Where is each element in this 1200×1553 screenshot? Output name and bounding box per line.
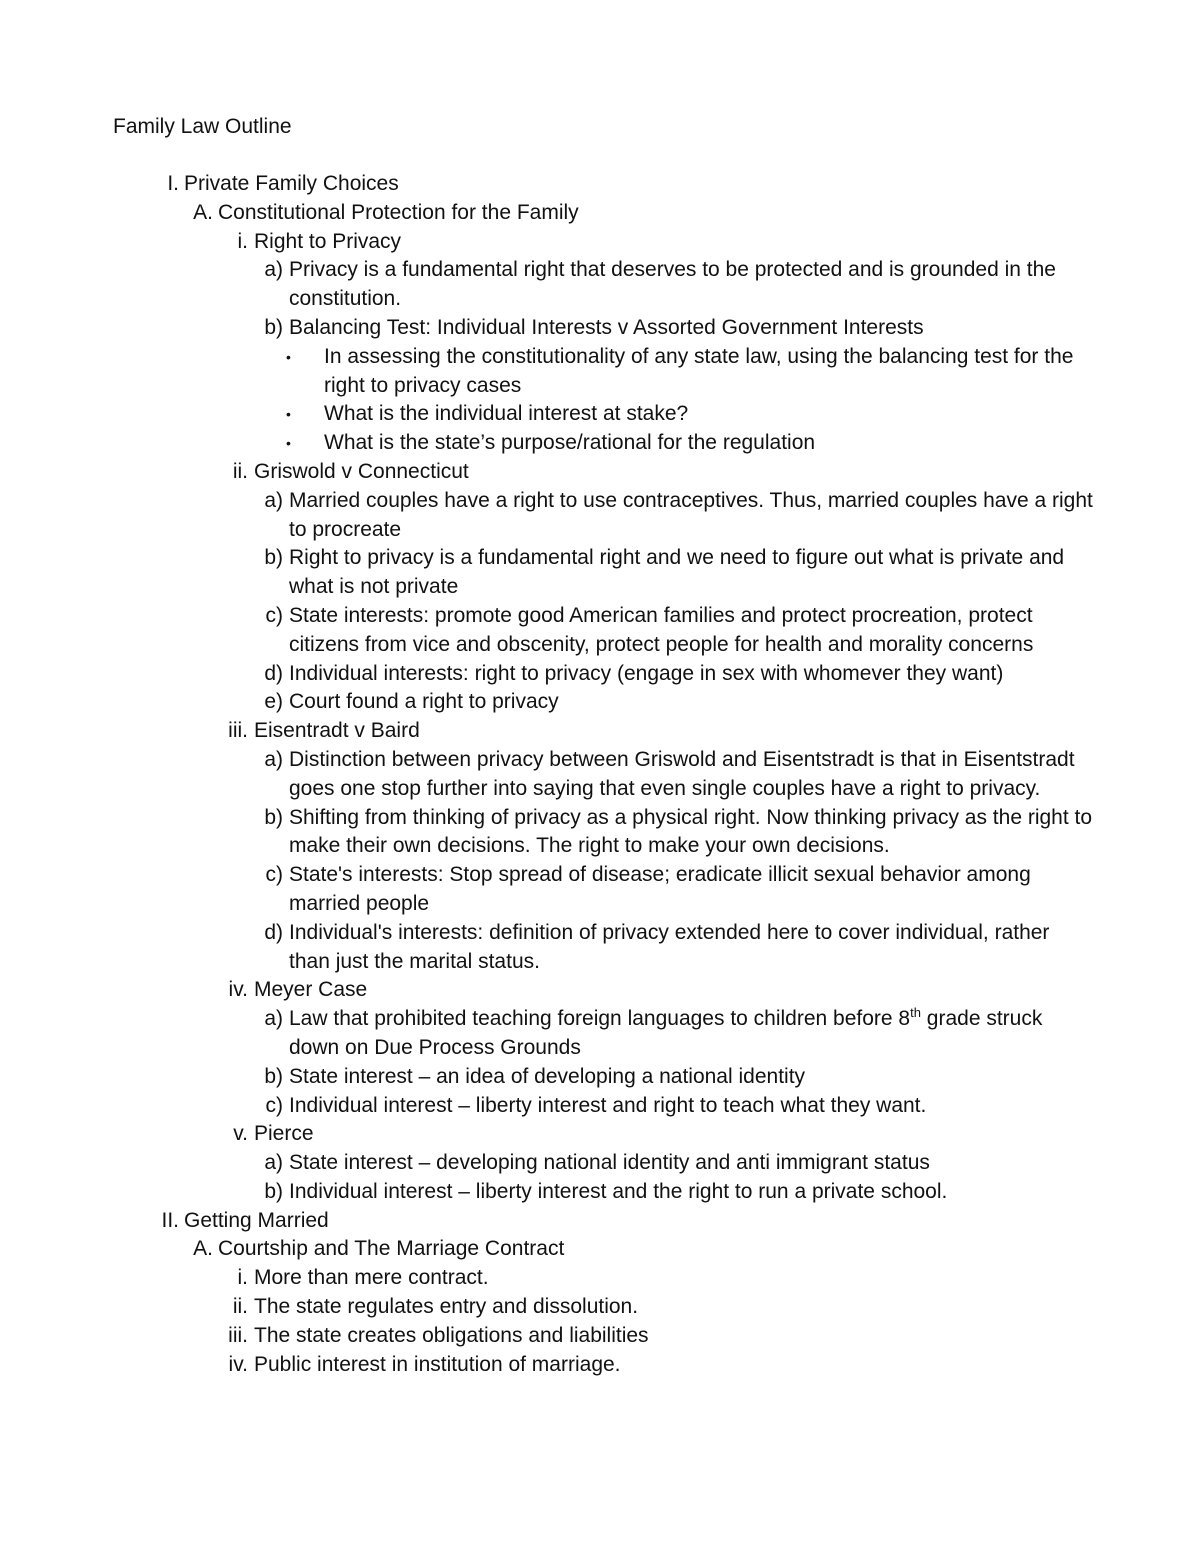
bullet-marker: • <box>286 435 291 452</box>
outline-point-row <box>0 314 1200 343</box>
outline-point-row <box>0 1005 1200 1063</box>
outline-marker: v. <box>233 1122 248 1146</box>
outline-text: Pierce <box>254 1122 314 1146</box>
outline-text: Individual interest – liberty interest and right to teach what they want. <box>289 1093 927 1117</box>
outline-text: More than mere contract. <box>254 1266 489 1290</box>
outline-marker: i. <box>237 229 248 253</box>
outline-text: The state creates obligations and liabilities <box>254 1323 649 1347</box>
outline-marker: iii. <box>228 1323 248 1347</box>
outline-text: Shifting from thinking of privacy as a physical right. Now thinking privacy as the right to make their own decisions. The right to make your own decisions. <box>289 805 1093 858</box>
outline-topic-row <box>0 1264 1200 1293</box>
outline-marker: a) <box>264 1151 283 1175</box>
outline-section-row <box>0 1207 1200 1236</box>
outline-text: State interest – developing national identity and anti immigrant status <box>289 1151 930 1175</box>
outline-text: Right to privacy is a fundamental right and we need to figure out what is private and what is not private <box>289 546 1065 599</box>
outline-point-row <box>0 1063 1200 1092</box>
outline-text: Individual interest – liberty interest and the right to run a private school. <box>289 1179 948 1203</box>
outline-marker: a) <box>264 258 283 282</box>
outline-text: Griswold v Connecticut <box>254 459 469 483</box>
outline-point-row <box>0 1178 1200 1207</box>
outline-point-row <box>0 746 1200 804</box>
outline-marker: b) <box>264 1179 283 1203</box>
outline-marker: I. <box>167 172 179 195</box>
outline-text: State interest – an idea of developing a national identity <box>289 1064 806 1088</box>
outline-marker: A. <box>193 200 213 224</box>
outline-text: State's interests: Stop spread of disease; eradicate illicit sexual behavior among married people <box>289 863 1031 915</box>
outline-marker: b) <box>264 1064 283 1088</box>
outline-text: Individual interests: right to privacy (engage in sex with whomever they want) <box>289 661 1004 685</box>
outline-marker: ii. <box>232 459 248 483</box>
outline-marker: a) <box>264 1007 283 1031</box>
outline-text: Meyer Case <box>254 978 368 1002</box>
outline-text: Constitutional Protection for the Family <box>218 200 579 224</box>
outline-marker: i. <box>237 1266 248 1290</box>
outline-point-row <box>0 919 1200 977</box>
outline-section-row <box>0 170 1200 199</box>
bullet-marker: • <box>286 406 291 423</box>
outline-marker: II. <box>161 1208 179 1232</box>
outline-text: Private Family Choices <box>184 172 399 195</box>
outline-topic-row <box>0 458 1200 487</box>
outline-marker: a) <box>264 488 283 512</box>
outline-text: Privacy is a fundamental right that deserves to be protected and is grounded in the constitution. <box>289 258 1056 311</box>
outline-marker: iv. <box>228 1352 248 1376</box>
outline-marker: d) <box>264 661 283 685</box>
outline-text: The state regulates entry and dissolution. <box>254 1295 639 1319</box>
outline-point-row <box>0 602 1200 660</box>
outline-point-row <box>0 544 1200 602</box>
outline-bullet-row <box>0 343 1200 401</box>
bullet-marker: • <box>286 348 291 365</box>
outline-marker: c) <box>265 863 283 887</box>
outline-text: State interests: promote good American families and protect procreation, protect citizens from vice and obscenity, protect people for health and morality concerns <box>289 603 1034 656</box>
outline-point-row <box>0 688 1200 717</box>
outline-subsection-row <box>0 1235 1200 1264</box>
outline-text: Eisentradt v Baird <box>254 719 420 743</box>
outline-subsection-row <box>0 199 1200 228</box>
outline-point-row <box>0 804 1200 862</box>
outline-topic-row <box>0 717 1200 746</box>
outline-topic-row <box>0 228 1200 257</box>
outline-text: Public interest in institution of marriage. <box>254 1352 621 1376</box>
outline-point-row <box>0 487 1200 545</box>
outline-marker: b) <box>264 805 283 829</box>
outline-marker: b) <box>264 315 283 339</box>
outline-text: Right to Privacy <box>254 229 402 253</box>
outline-text: What is the state’s purpose/rational for the regulation <box>324 431 816 455</box>
outline-marker: a) <box>264 747 283 771</box>
outline-text: Individual's interests: definition of privacy extended here to cover individual, rather than just the marital status. <box>289 920 1050 973</box>
outline-text-part: grade struck down on Due Process Grounds <box>289 1007 1043 1059</box>
outline-marker: iii. <box>228 719 248 743</box>
outline-list <box>0 170 1200 1379</box>
outline-text-part: Law that prohibited teaching foreign languages to children before 8 <box>289 1007 911 1031</box>
outline-marker: d) <box>264 920 283 944</box>
outline-marker: e) <box>264 690 283 714</box>
outline-text: Married couples have a right to use contraceptives. Thus, married couples have a right to procreate <box>289 488 1093 541</box>
outline-text: What is the individual interest at stake? <box>324 402 689 426</box>
outline-bullet-row <box>0 429 1200 458</box>
outline-text <box>289 1005 1095 1063</box>
outline-point-row <box>0 861 1200 919</box>
outline-text: In assessing the constitutionality of any state law, using the balancing test for the right to privacy cases <box>324 344 1074 397</box>
outline-text: Court found a right to privacy <box>289 690 559 714</box>
outline-topic-row <box>0 1322 1200 1351</box>
outline-marker: iv. <box>228 978 248 1002</box>
ordinal-superscript: th <box>910 1005 921 1021</box>
outline-topic-row <box>0 1120 1200 1149</box>
outline-point-row <box>0 1149 1200 1178</box>
outline-text: Getting Married <box>184 1208 329 1232</box>
outline-point-row <box>0 660 1200 689</box>
outline-marker: b) <box>264 546 283 570</box>
outline-marker: c) <box>265 603 283 627</box>
outline-marker: ii. <box>232 1295 248 1319</box>
outline-text: Balancing Test: Individual Interests v Assorted Government Interests <box>289 315 924 339</box>
outline-point-row <box>0 256 1200 314</box>
outline-topic-row <box>0 1351 1200 1380</box>
outline-text: Distinction between privacy between Griswold and Eisentstradt is that in Eisentstradt goes one stop further into saying that even single couples have a right to privacy. <box>289 747 1075 800</box>
outline-topic-row <box>0 1293 1200 1322</box>
outline-topic-row <box>0 976 1200 1005</box>
outline-text: Courtship and The Marriage Contract <box>218 1237 565 1261</box>
outline-marker: A. <box>193 1237 213 1261</box>
outline-marker: c) <box>265 1093 283 1117</box>
outline-point-row <box>0 1092 1200 1121</box>
document-title: Family Law Outline <box>113 115 292 138</box>
outline-bullet-row <box>0 400 1200 429</box>
